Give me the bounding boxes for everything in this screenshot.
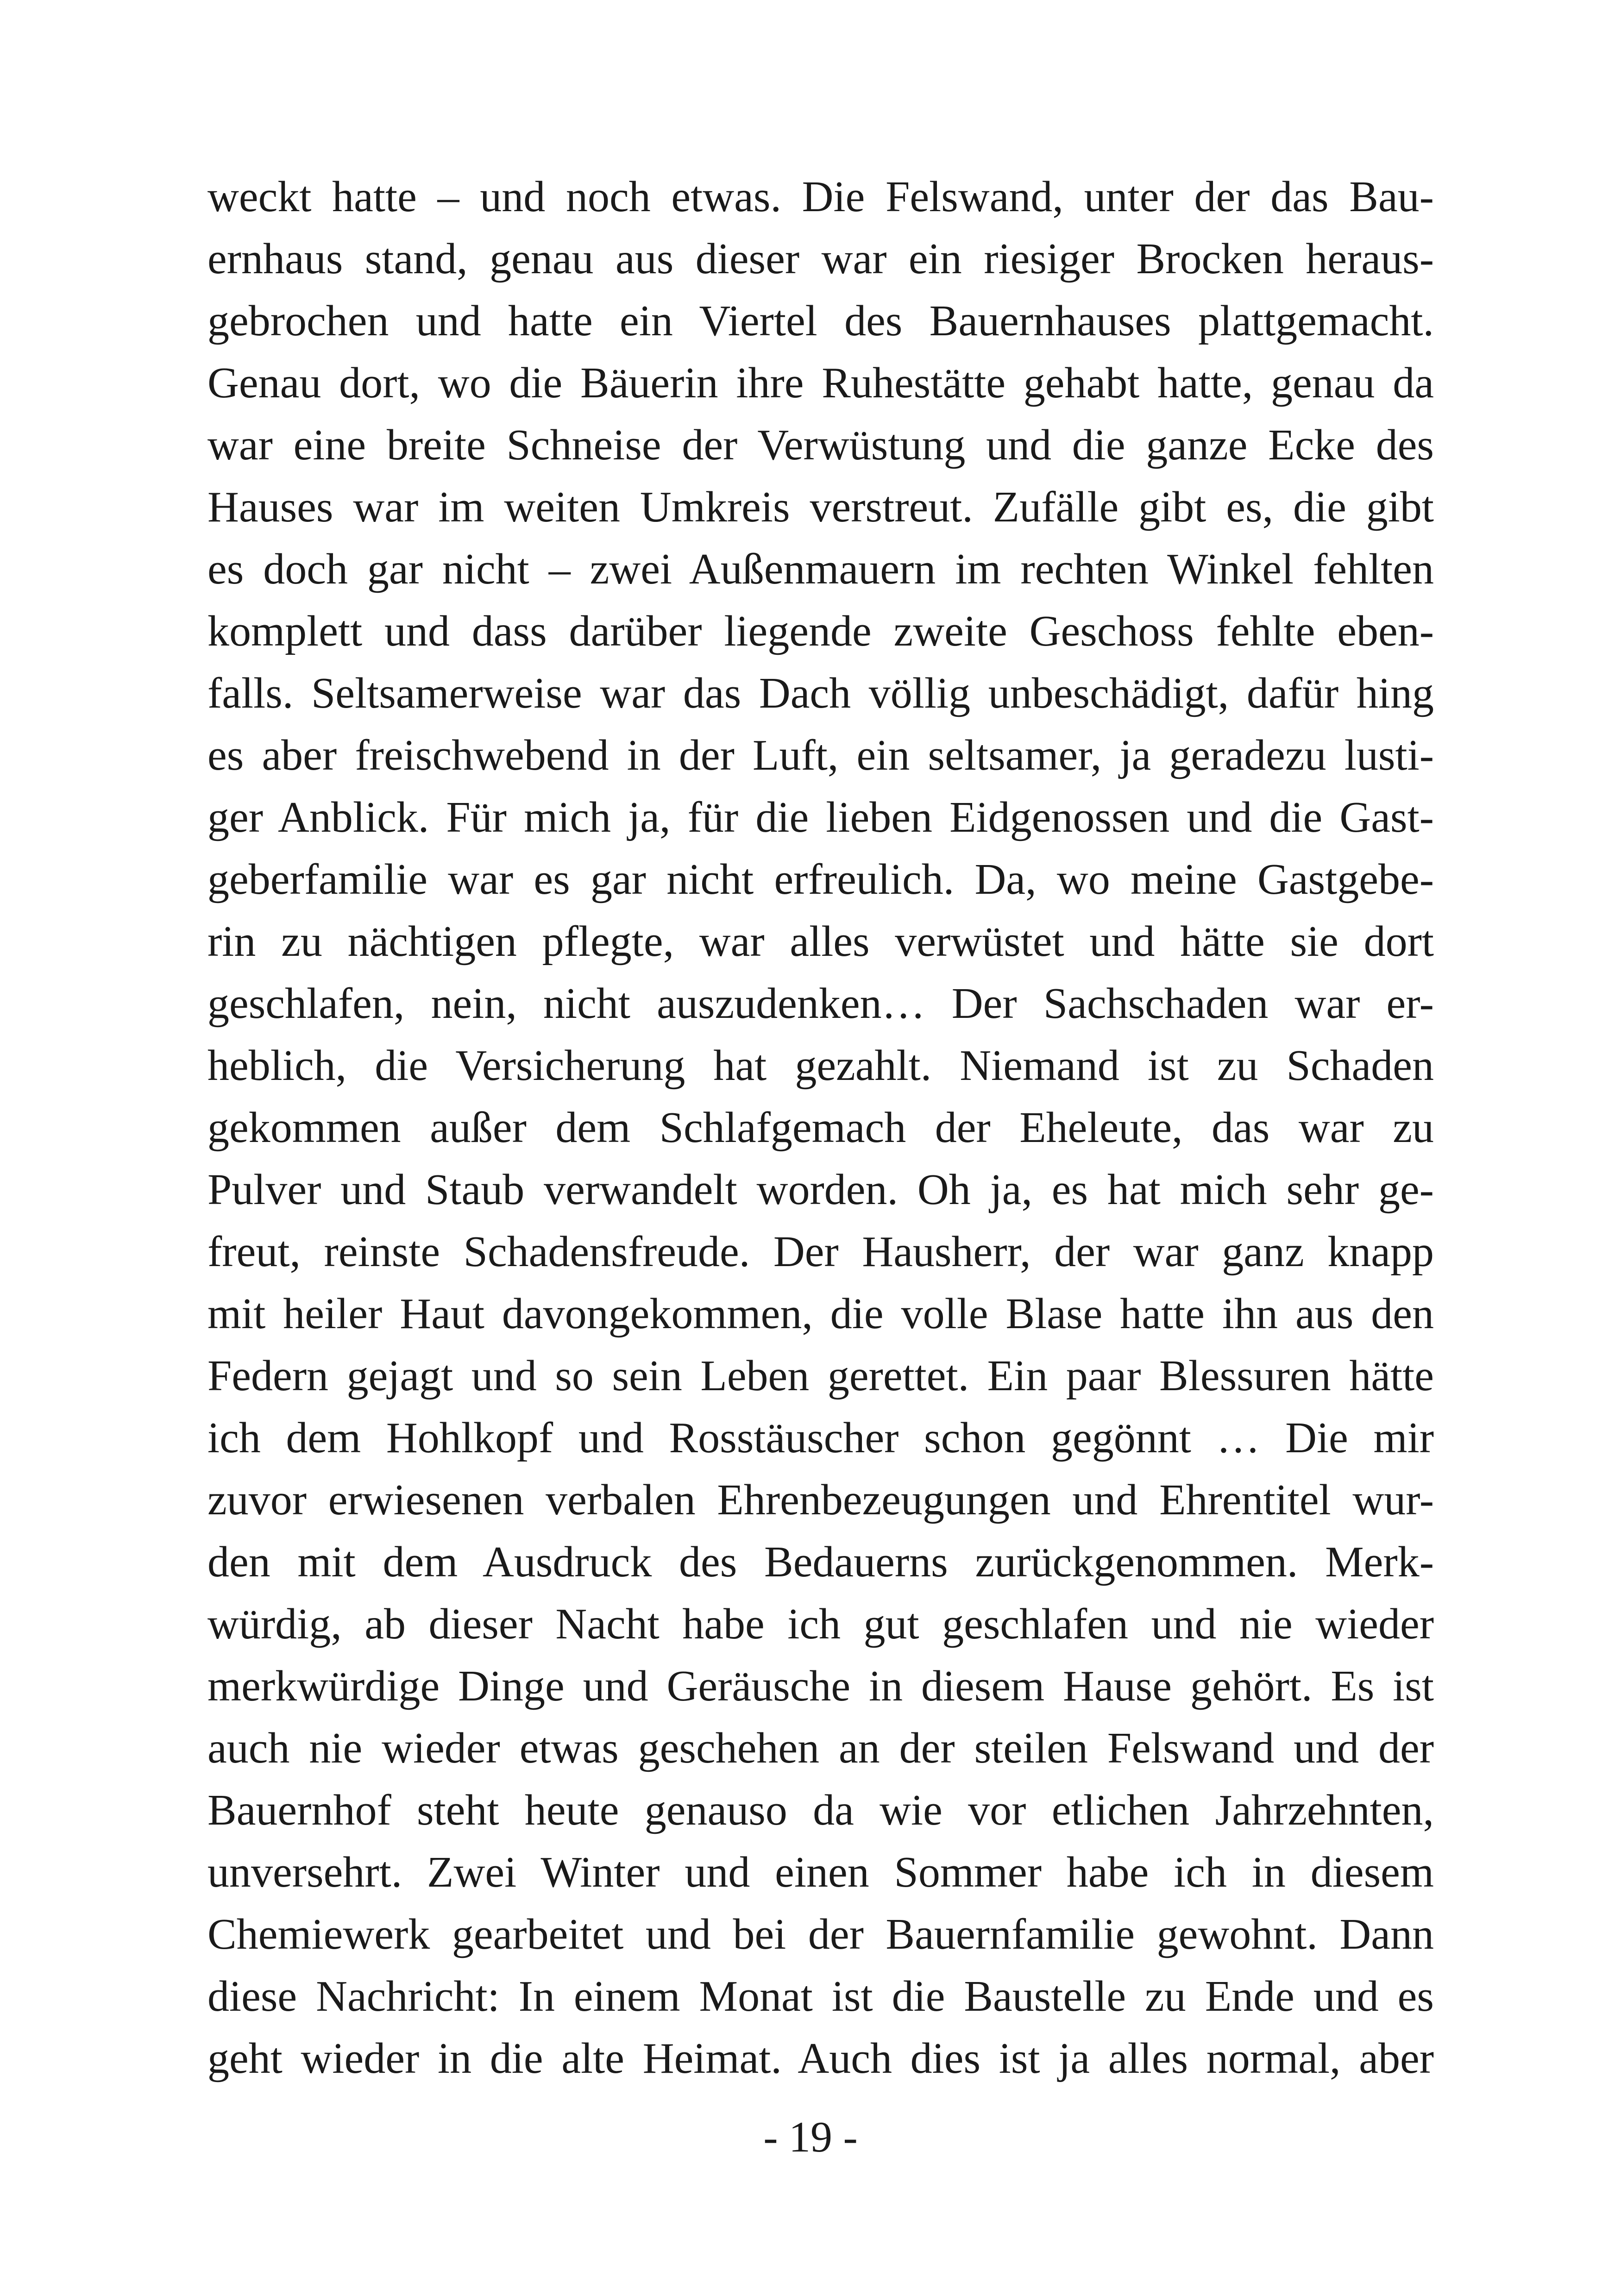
text-line: geschlafen, nein, nicht auszudenken… Der Sachschaden war er-	[207, 979, 1434, 1028]
text-line: diese Nachricht: In einem Monat ist die Baustelle zu Ende und es	[207, 1972, 1434, 2020]
text-line: den mit dem Ausdruck des Bedauerns zurückgenommen. Merk-	[207, 1538, 1434, 1586]
text-line: komplett und dass darüber liegende zweite Geschoss fehlte eben-	[207, 607, 1434, 655]
text-line: Hauses war im weiten Umkreis verstreut. Zufälle gibt es, die gibt	[207, 483, 1434, 531]
text-line: heblich, die Versicherung hat gezahlt. Niemand ist zu Schaden	[207, 1041, 1434, 1090]
text-line: gekommen außer dem Schlafgemach der Eheleute, das war zu	[207, 1104, 1434, 1152]
text-line: Federn gejagt und so sein Leben gerettet. Ein paar Blessuren hätte	[207, 1352, 1434, 1400]
body-text	[207, 166, 1434, 2089]
text-line: merkwürdige Dinge und Geräusche in diesem Hause gehört. Es ist	[207, 1662, 1434, 1710]
text-line: gebrochen und hatte ein Viertel des Bauernhauses plattgemacht.	[207, 297, 1434, 345]
text-line: ger Anblick. Für mich ja, für die lieben Eidgenossen und die Gast-	[207, 793, 1434, 841]
text-line: es doch gar nicht – zwei Außenmauern im rechten Winkel fehlten	[207, 545, 1434, 593]
text-line: geberfamilie war es gar nicht erfreulich. Da, wo meine Gastgebe-	[207, 855, 1434, 903]
text-line: rin zu nächtigen pflegte, war alles verwüstet und hätte sie dort	[207, 917, 1434, 966]
text-line: auch nie wieder etwas geschehen an der steilen Felswand und der	[207, 1724, 1434, 1772]
text-line: mit heiler Haut davongekommen, die volle Blase hatte ihn aus den	[207, 1290, 1434, 1338]
page-number: - 19 -	[763, 2113, 858, 2161]
text-line: Bauernhof steht heute genauso da wie vor etlichen Jahrzehnten,	[207, 1786, 1434, 1834]
text-line: unversehrt. Zwei Winter und einen Sommer habe ich in diesem	[207, 1848, 1434, 1896]
text-line: Chemiewerk gearbeitet und bei der Bauernfamilie gewohnt. Dann	[207, 1910, 1434, 1958]
text-line: ernhaus stand, genau aus dieser war ein riesiger Brocken heraus-	[207, 235, 1434, 283]
text-line: zuvor erwiesenen verbalen Ehrenbezeugungen und Ehrentitel wur-	[207, 1476, 1434, 1524]
text-line: falls. Seltsamerweise war das Dach völlig unbeschädigt, dafür hing	[207, 669, 1434, 717]
text-line: Pulver und Staub verwandelt worden. Oh ja, es hat mich sehr ge-	[207, 1166, 1434, 1214]
text-line: freut, reinste Schadensfreude. Der Hausherr, der war ganz knapp	[207, 1228, 1434, 1276]
text-line: war eine breite Schneise der Verwüstung und die ganze Ecke des	[207, 421, 1434, 469]
text-line: Genau dort, wo die Bäuerin ihre Ruhestätte gehabt hatte, genau da	[207, 359, 1434, 407]
text-line: es aber freischwebend in der Luft, ein seltsamer, ja geradezu lusti-	[207, 731, 1434, 779]
text-line: ich dem Hohlkopf und Rosstäuscher schon gegönnt … Die mir	[207, 1414, 1434, 1462]
text-line: geht wieder in die alte Heimat. Auch dies ist ja alles normal, aber	[207, 2034, 1434, 2083]
text-line: weckt hatte – und noch etwas. Die Felswand, unter der das Bau-	[207, 173, 1434, 221]
text-line: würdig, ab dieser Nacht habe ich gut geschlafen und nie wieder	[207, 1600, 1434, 1648]
